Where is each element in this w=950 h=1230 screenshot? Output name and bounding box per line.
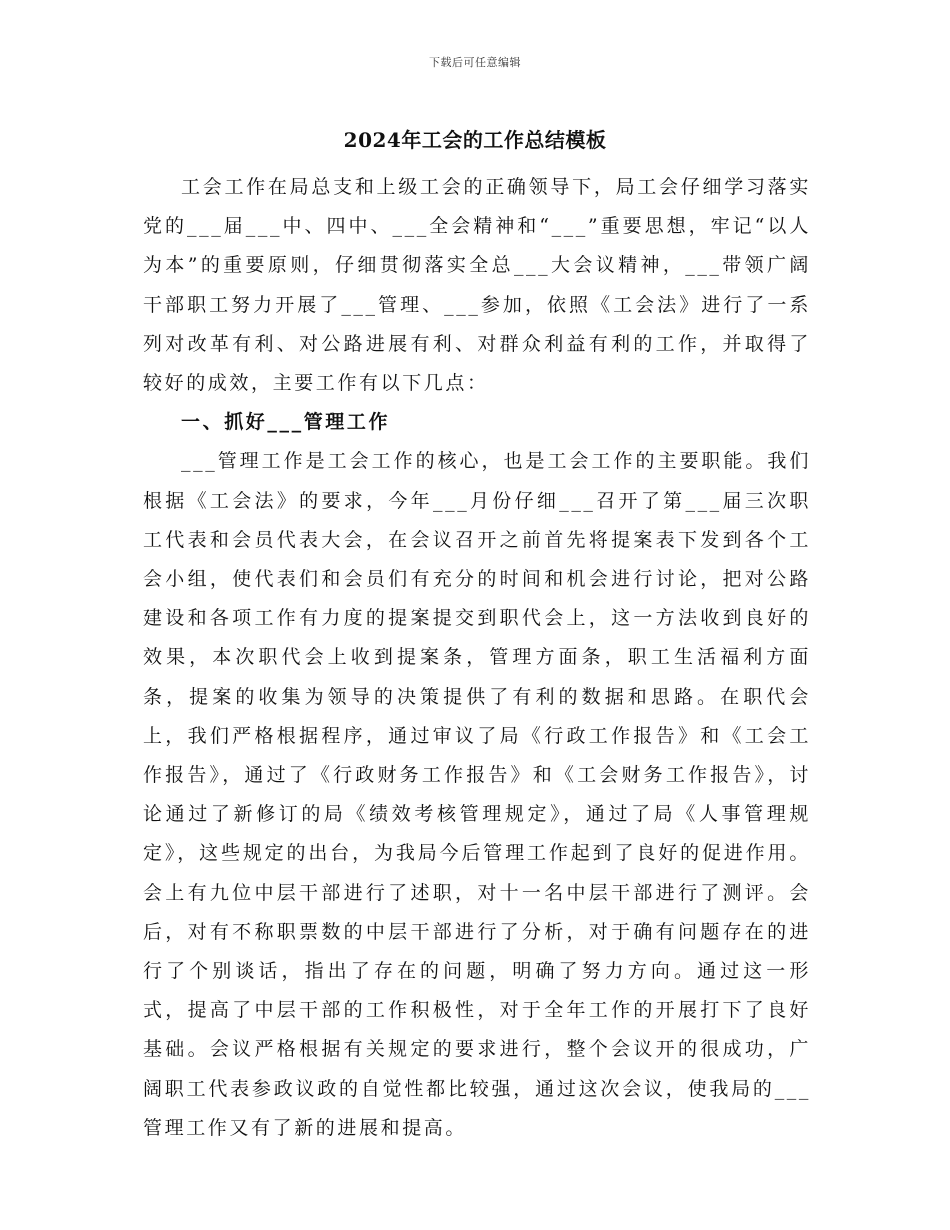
- intro-paragraph: 工会工作在局总支和上级工会的正确领导下，局工会仔细学习落实党的___届___中、四中、___全会精神和“___”重要思想，牢记“以人为本”的重要原则，仔细贯彻落实全总___大会议精神，___带领广阔干部职工努力开展了___管理、___参加，依照《工会法》进行了一系列对改革有利、对公路进展有利、对群众利益有利的工作，并取得了较好的成效，主要工作有以下几点：: [143, 176, 811, 395]
- section-paragraph-1: ___管理工作是工会工作的核心，也是工会工作的主要职能。我们根据《工会法》的要求，今年___月份仔细___召开了第___届三次职工代表和会员代表大会，在会议召开之前首先将提案表下发到各个工会小组，使代表们和会员们有充分的时间和机会进行讨论，把对公路建设和各项工作有力度的提案提交到职代会上，这一方法收到良好的效果，本次职代会上收到提案条，管理方面条，职工生活福利方面条，提案的收集为领导的决策提供了有利的数据和思路。在职代会上，我们严格根据程序，通过审议了局《行政工作报告》和《工会工作报告》，通过了《行政财务工作报告》和《工会财务工作报告》，讨论通过了新修订的局《绩效考核管理规定》，通过了局《人事管理规定》，这些规定的出台，为我局今后管理工作起到了良好的促进作用。会上有九位中层干部进行了述职，对十一名中层干部进行了测评。会后，对有不称职票数的中层干部进行了分析，对于确有问题存在的进行了个别谈话，指出了存在的问题，明确了努力方向。通过这一形式，提高了中层干部的工作积极性，对于全年工作的开展打下了良好基础。会议严格根据有关规定的要求进行，整个会议开的很成功，广阔职工代表参政议政的自觉性都比较强，通过这次会议，使我局的___管理工作又有了新的进展和提高。: [143, 450, 811, 1139]
- document-title: 2024年工会的工作总结模板: [343, 128, 607, 152]
- document-body: [143, 168, 811, 1148]
- section-heading-1: 一、抓好___管理工作: [181, 411, 391, 434]
- header-note: 下载后可任意编辑: [429, 56, 521, 69]
